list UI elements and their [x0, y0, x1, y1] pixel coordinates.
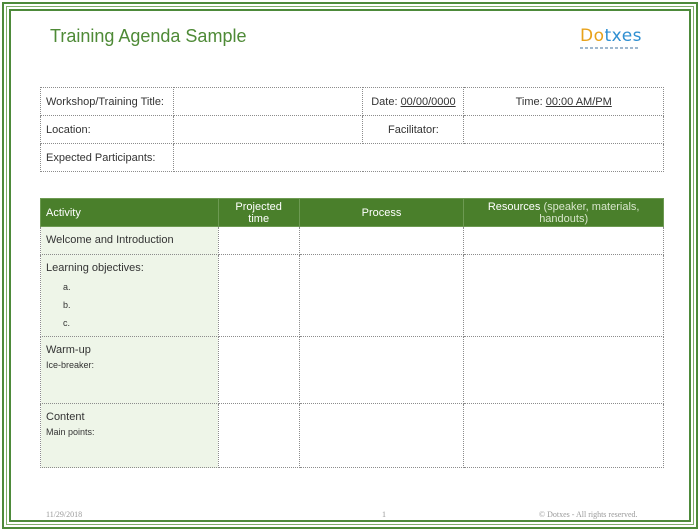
date-value[interactable]: 00/00/0000	[400, 95, 456, 108]
resources-cell[interactable]	[464, 255, 664, 337]
location-label: Location:	[41, 116, 174, 144]
document-title: Training Agenda Sample	[50, 26, 247, 46]
agenda-table	[40, 198, 664, 468]
logo-tagline	[580, 47, 640, 49]
info-row	[41, 88, 664, 116]
time-cell[interactable]	[464, 88, 664, 116]
activity-label: Learning objectives:	[46, 262, 144, 274]
activity-cell[interactable]	[41, 255, 219, 337]
process-cell[interactable]	[299, 255, 464, 337]
header-resources-label: Resources	[487, 200, 541, 213]
info-row	[41, 144, 664, 172]
location-field[interactable]	[173, 116, 363, 144]
activity-label: Warm-up	[46, 344, 91, 356]
activity-label: Content	[46, 411, 85, 423]
activity-sub-label: Ice-breaker:	[46, 360, 95, 370]
agenda-header-row	[41, 199, 664, 227]
agenda-row	[41, 337, 664, 404]
time-cell[interactable]	[218, 227, 299, 255]
header-process: Process	[299, 199, 464, 227]
activity-cell[interactable]	[41, 337, 219, 404]
info-row	[41, 116, 664, 144]
header-resources-note: (speaker, materials, handouts)	[539, 200, 640, 225]
workshop-info-table	[40, 87, 664, 172]
time-cell[interactable]	[218, 404, 299, 468]
dotxes-logo	[580, 26, 650, 50]
logo-wordmark: Dotxes	[580, 26, 643, 46]
activity-label: Welcome and Introduction	[46, 234, 174, 246]
resources-cell[interactable]	[464, 404, 664, 468]
date-cell[interactable]	[363, 88, 464, 116]
participants-label: Expected Participants:	[41, 144, 174, 172]
process-cell[interactable]	[299, 337, 464, 404]
date-label: Date:	[371, 95, 401, 108]
workshop-title-field[interactable]	[173, 88, 363, 116]
process-cell[interactable]	[299, 227, 464, 255]
workshop-title-label: Workshop/Training Title:	[41, 88, 174, 116]
footer-copyright: © Dotxes - All rights reserved.	[539, 510, 638, 519]
activity-sub-label: Main points:	[46, 427, 95, 437]
agenda-row	[41, 227, 664, 255]
agenda-row	[41, 404, 664, 468]
process-cell[interactable]	[299, 404, 464, 468]
participants-field[interactable]	[173, 144, 663, 172]
time-value[interactable]: 00:00 AM/PM	[545, 95, 612, 108]
objective-item: c.	[63, 318, 71, 328]
activity-cell[interactable]	[41, 227, 219, 255]
agenda-row	[41, 255, 664, 337]
footer-page-number: 1	[382, 510, 386, 519]
facilitator-field[interactable]	[464, 116, 664, 144]
header-projected-time: Projected time	[218, 199, 299, 227]
time-cell[interactable]	[218, 255, 299, 337]
objective-item: b.	[63, 300, 71, 310]
activity-cell[interactable]	[41, 404, 219, 468]
footer-date: 11/29/2018	[46, 510, 83, 519]
resources-cell[interactable]	[464, 337, 664, 404]
objective-item: a.	[63, 282, 71, 292]
header-resources	[464, 199, 664, 227]
header-activity: Activity	[41, 199, 219, 227]
facilitator-label: Facilitator:	[363, 116, 464, 144]
time-cell[interactable]	[218, 337, 299, 404]
resources-cell[interactable]	[464, 227, 664, 255]
time-label: Time:	[515, 95, 546, 108]
